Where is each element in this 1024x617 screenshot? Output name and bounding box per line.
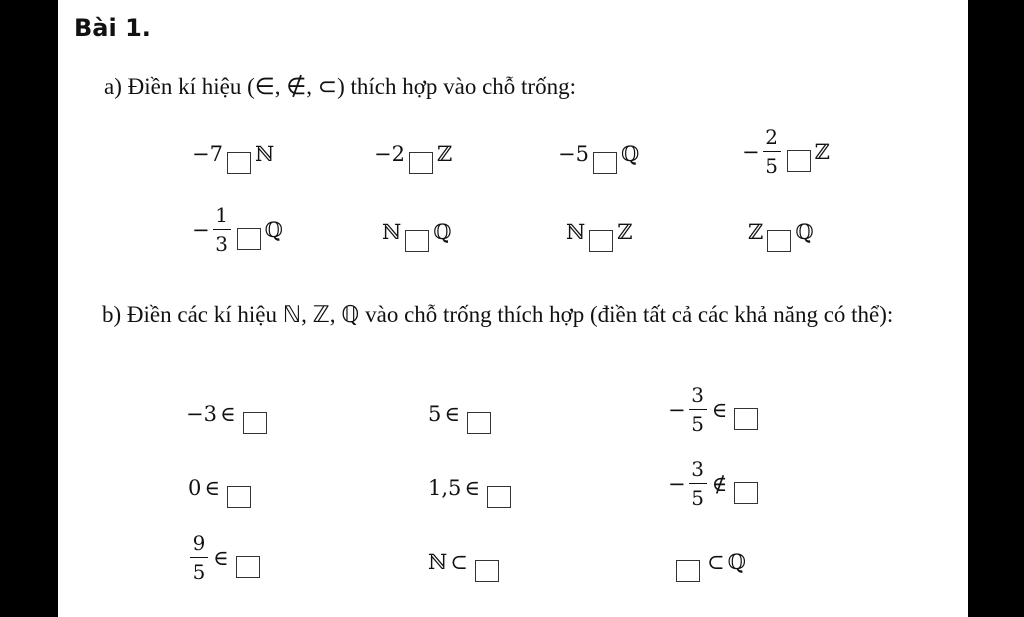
answer-box[interactable] <box>734 408 758 430</box>
answer-box[interactable] <box>227 486 251 508</box>
fraction-bar <box>213 229 231 230</box>
answer-box[interactable] <box>467 412 491 434</box>
item-lhs: ℕ <box>566 220 586 244</box>
part-b-item-7 <box>188 532 264 583</box>
answer-box[interactable] <box>236 556 260 578</box>
item-lhs: 5 <box>428 402 442 426</box>
part-a-item-3 <box>558 142 639 166</box>
part-a-item-2 <box>374 142 452 166</box>
numerator: 2 <box>765 125 778 149</box>
answer-box[interactable] <box>487 486 511 508</box>
item-lhs: 1,5 <box>428 476 462 500</box>
item-rhs: ℚ <box>264 217 283 242</box>
answer-box[interactable] <box>767 230 791 252</box>
item-lhs: −3 <box>186 402 217 426</box>
item-rhs: ℚ <box>727 550 746 574</box>
minus-sign: − <box>742 139 760 164</box>
math-symbol: ⊂ <box>450 550 468 574</box>
numerator: 3 <box>691 457 704 481</box>
fraction <box>190 532 208 583</box>
denominator: 5 <box>765 154 778 178</box>
item-lhs: −2 <box>374 142 405 166</box>
part-b-instruction: b) Điền các kí hiệu ℕ, ℤ, ℚ vào chỗ trống thích hợp (điền tất cả các khả năng có thể): <box>102 302 894 327</box>
item-rhs: ℚ <box>795 220 814 244</box>
part-a-item-4 <box>742 126 830 177</box>
answer-box[interactable] <box>593 152 617 174</box>
math-symbol: ∈ <box>204 476 220 500</box>
item-lhs: −5 <box>558 142 589 166</box>
answer-box[interactable] <box>589 230 613 252</box>
fraction-bar <box>763 151 781 152</box>
part-b-item-3 <box>668 384 762 435</box>
fraction <box>689 384 707 435</box>
part-a-instruction: a) Điền kí hiệu (∈, ∉, ⊂) thích hợp vào chỗ trống: <box>104 74 576 99</box>
part-b-item-2 <box>428 402 495 426</box>
denominator: 5 <box>691 486 704 510</box>
math-symbol: ∉ <box>711 471 728 496</box>
item-rhs: ℚ <box>620 142 640 166</box>
fraction-bar <box>689 409 707 410</box>
item-rhs: ℤ <box>436 142 453 166</box>
numerator: 3 <box>691 383 704 407</box>
item-rhs: ℕ <box>254 142 275 166</box>
math-symbol: ∈ <box>711 397 728 422</box>
part-a-item-5 <box>192 204 283 255</box>
item-rhs: ℚ <box>433 220 452 244</box>
item-lhs: ℕ <box>428 550 448 574</box>
part-b-item-4 <box>188 476 255 500</box>
item-lhs: 0 <box>188 476 202 500</box>
denominator: 5 <box>691 412 704 436</box>
worksheet <box>58 0 968 617</box>
minus-sign: − <box>668 397 686 422</box>
part-b-item-1 <box>186 402 271 426</box>
math-symbol: ⊂ <box>707 550 725 574</box>
fraction <box>213 204 231 255</box>
part-a-item-8 <box>748 220 814 244</box>
answer-box[interactable] <box>475 560 499 582</box>
fraction <box>763 126 781 177</box>
answer-box[interactable] <box>676 560 700 582</box>
math-symbol: ∈ <box>444 402 460 426</box>
math-symbol: ∈ <box>464 476 480 500</box>
part-b-item-8 <box>428 550 503 574</box>
answer-box[interactable] <box>237 228 261 250</box>
part-b-item-9 <box>672 550 746 574</box>
part-a-item-7 <box>566 220 633 244</box>
part-b-item-6 <box>668 458 762 509</box>
answer-box[interactable] <box>734 482 758 504</box>
item-rhs: ℤ <box>617 220 633 244</box>
numerator: 1 <box>215 203 228 227</box>
minus-sign: − <box>192 217 210 242</box>
answer-box[interactable] <box>227 152 251 174</box>
math-symbol: ∈ <box>219 402 236 426</box>
item-lhs: −7 <box>192 142 223 166</box>
answer-box[interactable] <box>409 152 433 174</box>
numerator: 9 <box>192 531 206 555</box>
answer-box[interactable] <box>405 230 429 252</box>
item-rhs: ℤ <box>814 139 830 164</box>
part-a-item-1 <box>192 142 274 166</box>
denominator: 3 <box>215 232 228 256</box>
fraction <box>689 458 707 509</box>
answer-box[interactable] <box>787 150 811 172</box>
minus-sign: − <box>668 471 686 496</box>
item-lhs: ℕ <box>382 220 402 244</box>
item-lhs: ℤ <box>748 220 764 244</box>
fraction-bar <box>689 483 707 484</box>
exercise-title: Bài 1. <box>74 14 151 42</box>
math-symbol: ∈ <box>213 545 229 570</box>
part-b-item-5 <box>428 476 515 500</box>
answer-box[interactable] <box>243 412 267 434</box>
fraction-bar <box>190 557 208 558</box>
denominator: 5 <box>192 560 206 584</box>
part-a-item-6 <box>382 220 452 244</box>
